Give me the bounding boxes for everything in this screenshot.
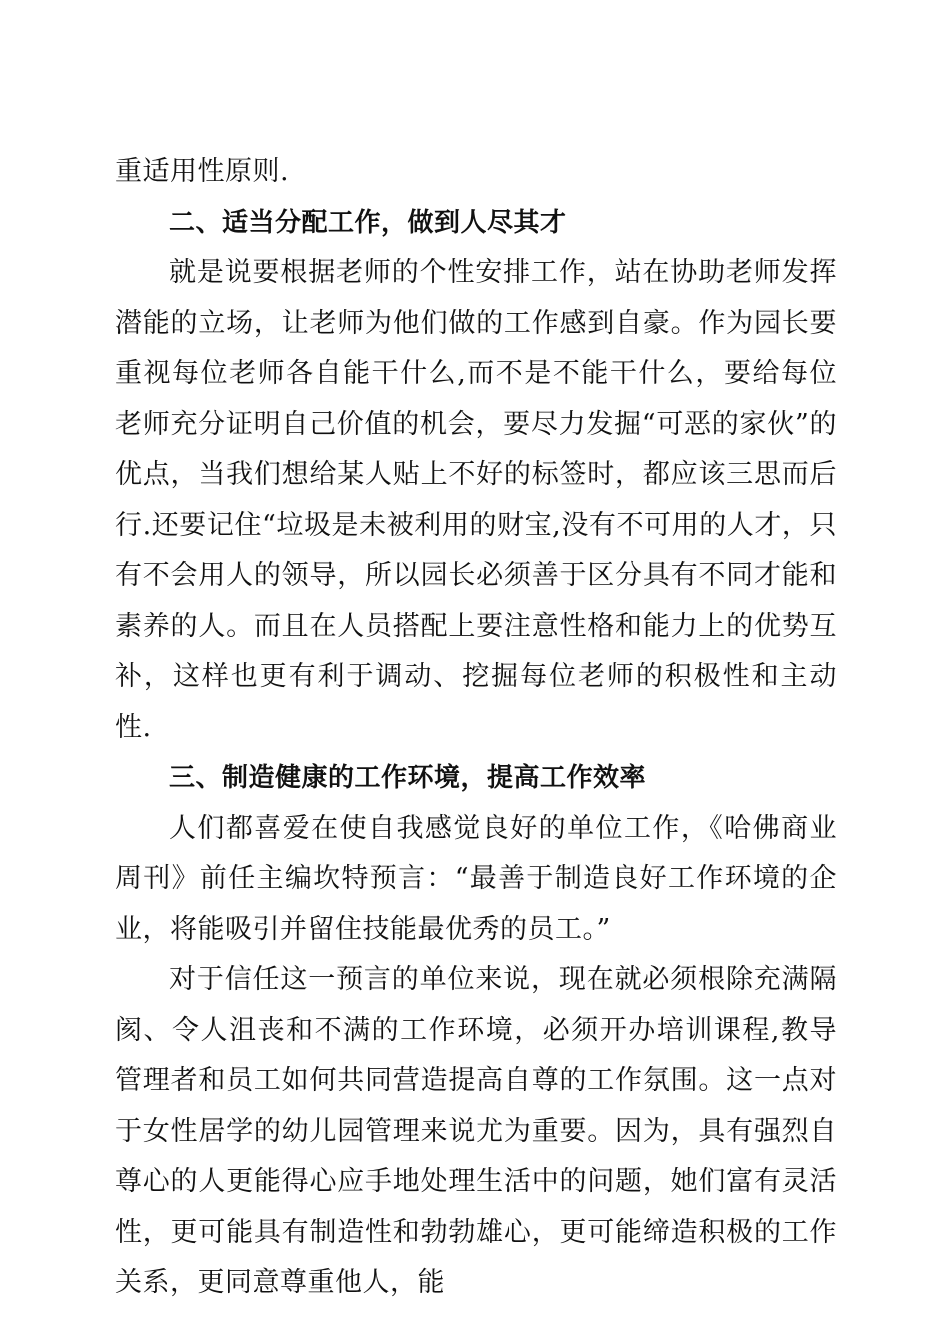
paragraph-section-2-body: 就是说要根据老师的个性安排工作，站在协助老师发挥潜能的立场，让老师为他们做的工作感到自豪。作为园长要重视每位老师各自能干什么,而不是不能干什么，要给每位老师充分证明自己价值的机会，要尽力发掘“可恶的家伙”的优点，当我们想给某人贴上不好的标签时，都应该三思而后行.还要记住“垃圾是未被利用的财宝,没有不可用的人才，只有不会用人的领导，所以园长必须善于区分具有不同才能和素养的人。而且在人员搭配上要注意性格和能力上的优势互补，这样也更有利于调动、挖掘每位老师的积极性和主动性.: [115, 257, 837, 743]
section-heading-3: 三、制造健康的工作环境，提高工作效率: [169, 763, 647, 793]
document-body: [115, 147, 837, 1309]
paragraph-continuation: 重适用性原则.: [115, 156, 290, 187]
paragraph-section-3-quote: 人们都喜爱在使自我感觉良好的单位工作，《哈佛商业周刊》前任主编坎特预言：“最善于制造良好工作环境的企业，将能吸引并留住技能最优秀的员工。”: [115, 812, 837, 945]
paragraph-section-3-body: 对于信任这一预言的单位来说，现在就必须根除充满隔阂、令人沮丧和不满的工作环境，必须开办培训课程,教导管理者和员工如何共同营造提高自尊的工作氛围。这一点对于女性居学的幼儿园管理来说尤为重要。因为，具有强烈自尊心的人更能得心应手地处理生活中的问题，她们富有灵活性，更可能具有制造性和勃勃雄心，更可能缔造积极的工作关系，更同意尊重他人，能: [115, 964, 837, 1298]
section-heading-2: 二、适当分配工作，做到人尽其才: [169, 207, 567, 238]
